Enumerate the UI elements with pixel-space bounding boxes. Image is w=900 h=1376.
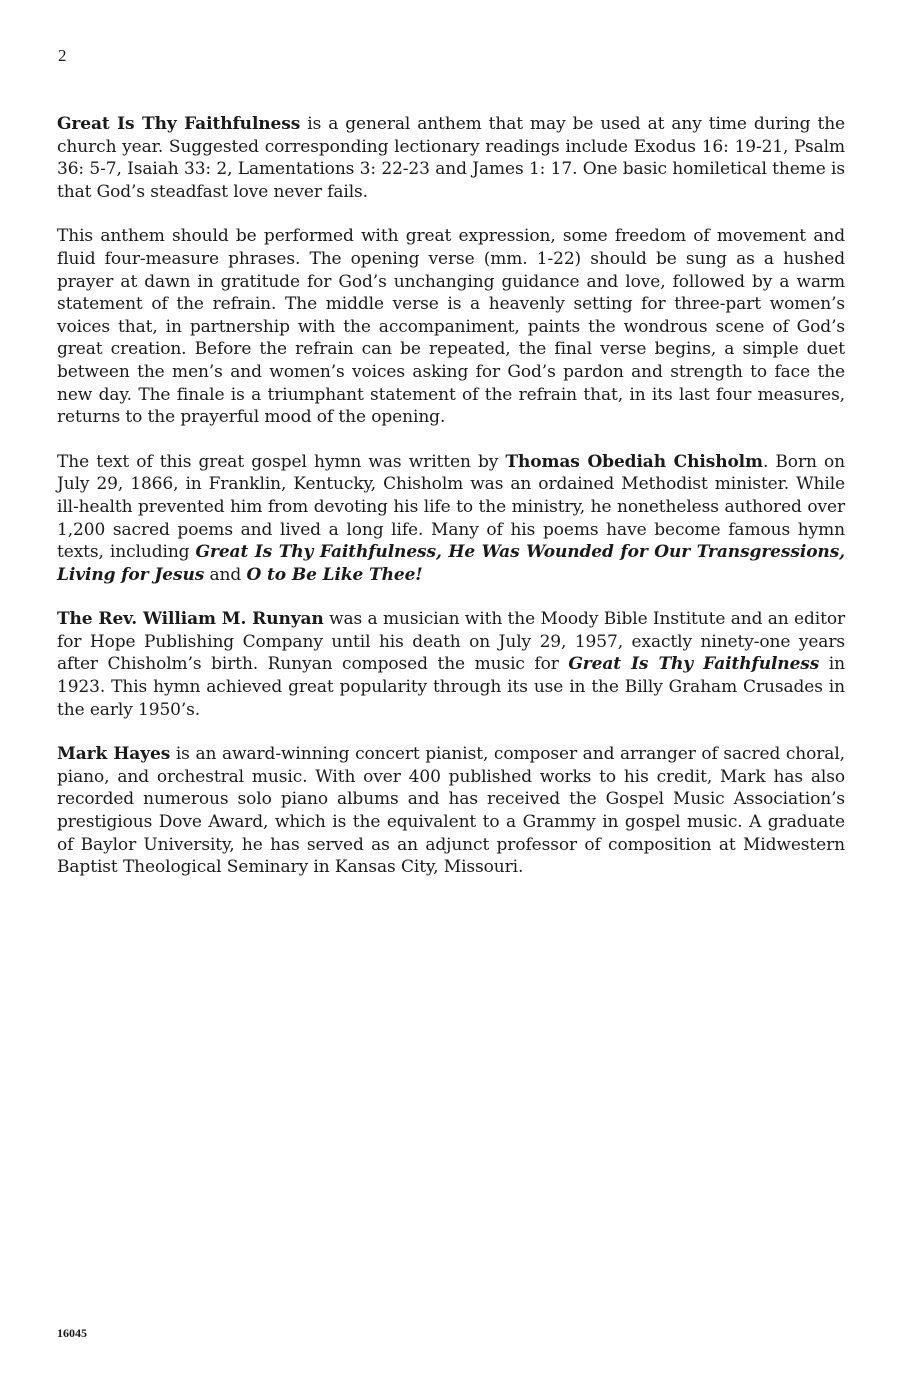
hymn-title-last: O to Be Like Thee! bbox=[246, 564, 423, 585]
lyricist-intro-text: The text of this great gospel hymn was written by bbox=[57, 451, 506, 472]
lyricist-bio-text: . Born on July 29, 1866, in Franklin, Kentucky, Chisholm was an ordained Methodist minister. While ill-health prevented him from devoting his life to the ministry, he nonetheless authored over 1,200 sacred poems and lived a long life. Many of his poems have become famous hymn texts, including bbox=[57, 451, 845, 563]
paragraph-lyricist-bio bbox=[57, 451, 845, 587]
paragraph-performance-notes bbox=[57, 225, 845, 428]
conjunction-text: and bbox=[204, 564, 247, 585]
paragraph-composer-bio bbox=[57, 608, 845, 721]
composer-bio-text-end: in 1923. This hymn achieved great popularity through its use in the Billy Graham Crusades in the early 1950’s. bbox=[57, 654, 845, 720]
arranger-bio-text: is an award-winning concert pianist, composer and arranger of sacred choral, piano, and orchestral music. With over 400 published works to his credit, Mark has also recorded numerous solo piano albums and has received the Gospel Music Association’s prestigious Dove Award, which is the equivalent to a Grammy in gospel music. A graduate of Baylor University, he has served as an adjunct professor of composition at Midwestern Baptist Theological Seminary in Kansas City, Missouri. bbox=[57, 744, 845, 878]
anthem-title: Great Is Thy Faithfulness bbox=[57, 114, 301, 134]
catalog-number: 16045 bbox=[57, 1326, 87, 1340]
program-notes bbox=[57, 113, 845, 901]
performance-notes-text: This anthem should be performed with great expression, some freedom of movement and fluid four-measure phrases. The opening verse (mm. 1-22) should be sung as a hushed prayer at dawn in gratitude for God’s unchanging guidance and love, followed by a warm statement of the refrain. The middle verse is a heavenly setting for three-part women’s voices that, in partnership with the accompaniment, paints the wondrous scene of God’s great creation. Before the refrain can be repeated, the final verse begins, a simple duet between the men’s and women’s voices asking for God’s pardon and strength to face the new day. The finale is a triumphant statement of the refrain that, in its last four measures, returns to the prayerful mood of the opening. bbox=[57, 226, 845, 428]
paragraph-anthem-overview bbox=[57, 113, 845, 203]
composer-bio-text: was a musician with the Moody Bible Institute and an editor for Hope Publishing Company until his death on July 29, 1957, exactly ninety-one years after Chisholm’s birth. Runyan composed the music for bbox=[57, 609, 845, 675]
composer-name: The Rev. William M. Runyan bbox=[57, 609, 324, 630]
paragraph-arranger-bio bbox=[57, 743, 845, 879]
anthem-overview-text: is a general anthem that may be used at any time during the church year. Suggested corresponding lectionary readings include Exodus 16: 19-21, Psalm 36: 5-7, Isaiah 33: 2, Lamentations 3: 22-23 and James 1: 17. One basic homiletical theme is that God’s steadfast love never fails. bbox=[57, 114, 846, 202]
composer-hymn-title: Great Is Thy Faithfulness bbox=[568, 654, 820, 675]
page-number: 2 bbox=[58, 46, 67, 65]
arranger-name: Mark Hayes bbox=[57, 744, 171, 765]
hymn-titles-list: Great Is Thy Faithfulness, He Was Wounded for Our Transgressions, Living for Jesus bbox=[57, 542, 845, 585]
lyricist-name: Thomas Obediah Chisholm bbox=[505, 451, 763, 472]
